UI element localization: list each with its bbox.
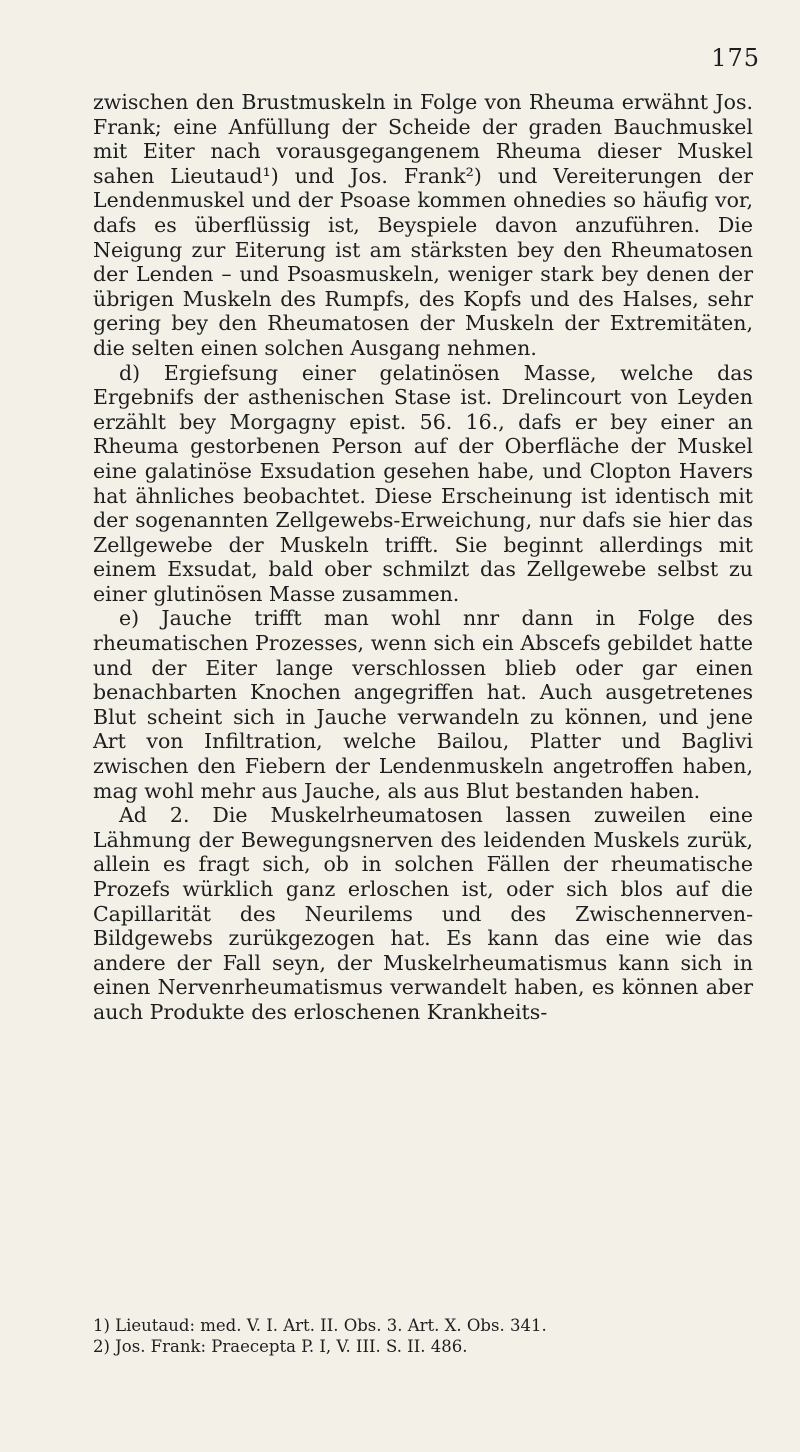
paragraph-ad-2-paralysis: Ad 2. Die Muskelrheumatosen lassen zuweilen eine Lähmung der Bewegungsnerven des leidenden Muskels zurük, allein es fragt sich, ob in solchen Fällen der rheumatische Prozefs würklich ganz erloschen ist, oder sich blos auf die Capillarität des Neurilems und des Zwischennerven-Bildgewebs zurükgezogen hat. Es kann das eine wie das andere der Fall seyn, der Muskelrheumatismus kann sich in einen Nervenrheumatismus verwandelt haben, es können aber auch Produkte des erloschenen Krankheits- — [93, 803, 753, 1024]
footnotes — [93, 1315, 753, 1357]
paragraph-d-gelatinous-mass: d) Ergiefsung einer gelatinösen Masse, welche das Ergebnifs der asthenischen Stase ist. Drelincourt von Leyden erzählt bey Morgagny epist. 56. 16., dafs er bey einer an Rheuma gestorbenen Person auf der Oberfläche der Muskel eine galatinöse Exsudation gesehen habe, und Clopton Havers hat ähnliches beobachtet. Diese Erscheinung ist identisch mit der sogenannten Zellgewebs-Erweichung, nur dafs sie hier das Zellgewebe der Muskeln trifft. Sie beginnt allerdings mit einem Exsudat, bald ober schmilzt das Zellgewebe selbst zu einer glutinösen Masse zusammen. — [93, 360, 753, 606]
footnote-2: 2) Jos. Frank: Praecepta P. I, V. III. S. II. 486. — [93, 1337, 468, 1356]
paragraph-e-ichor: e) Jauche trifft man wohl nnr dann in Folge des rheumatischen Prozesses, wenn sich ein Abscefs gebildet hatte und der Eiter lange verschlossen blieb oder gar einen benachbarten Knochen angegriffen hat. Auch ausgetretenes Blut scheint sich in Jauche verwandeln zu können, und jene Art von Infiltration, welche Bailou, Platter und Baglivi zwischen den Fiebern der Lendenmuskeln angetroffen haben, mag wohl mehr aus Jauche, als aus Blut bestanden haben. — [93, 606, 753, 803]
footnote-1: 1) Lieutaud: med. V. I. Art. II. Obs. 3. Art. X. Obs. 341. — [93, 1316, 547, 1335]
page-number: 175 — [711, 44, 760, 72]
body-text — [93, 90, 753, 1025]
paragraph-continuation: zwischen den Brustmuskeln in Folge von Rheuma erwähnt Jos. Frank; eine Anfüllung der Scheide der graden Bauchmuskel mit Eiter nach vorausgegangenem Rheuma dieser Muskel sahen Lieutaud¹) und Jos. Frank²) und Vereiterungen der Lendenmuskel und der Psoase kommen ohnedies so häufig vor, dafs es überflüssig ist, Beyspiele davon anzuführen. Die Neigung zur Eiterung ist am stärksten bey den Rheumatosen der Lenden – und Psoasmuskeln, weniger stark bey denen der übrigen Muskeln des Rumpfs, des Kopfs und des Halses, sehr gering bey den Rheumatosen der Muskeln der Extremitäten, die selten einen solchen Ausgang nehmen. — [93, 90, 753, 360]
